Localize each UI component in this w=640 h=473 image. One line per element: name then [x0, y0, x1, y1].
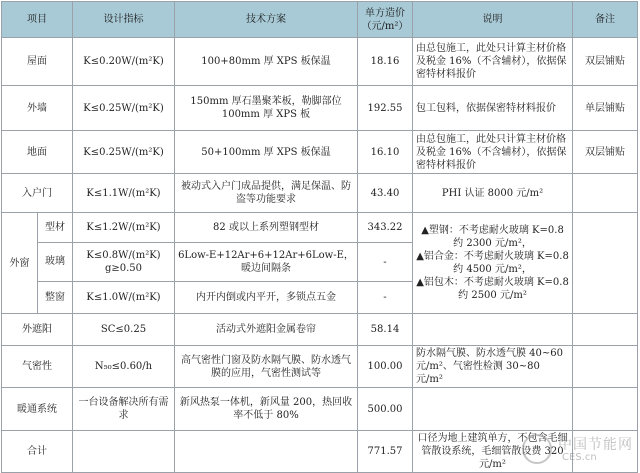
hvac-scheme: 新风热泵一体机，新风量 200，热回收率不低于 80% [175, 388, 358, 431]
header-technical-scheme: 技术方案 [175, 2, 358, 38]
floor-scheme: 50+100mm 厚 XPS 板保温 [175, 131, 358, 174]
airtight-index: N₅₀≤0.60/h [73, 346, 175, 388]
hvac-desc [413, 388, 573, 431]
hvac-cost: 500.00 [358, 388, 413, 431]
total-scheme [175, 431, 358, 473]
window-glass-scheme: 6Low-E+12Ar+6+12Ar+6Low-E，暖边间隔条 [175, 243, 358, 282]
window-frame-cost: 343.22 [358, 213, 413, 243]
wall-item: 外墙 [2, 86, 73, 131]
cost-table [1, 1, 638, 473]
airtight-item: 气密性 [2, 346, 73, 388]
shading-scheme: 活动式外遮阳金属卷帘 [175, 314, 358, 346]
window-whole-index: K≤1.0W/(m²K) [73, 282, 175, 314]
airtight-cost: 100.00 [358, 346, 413, 388]
window-whole-scheme: 内开内倒或内平开，多锁点五金 [175, 282, 358, 314]
shading-cost: 58.14 [358, 314, 413, 346]
floor-index: K≤0.25W/(m²K) [73, 131, 175, 174]
window-glass-label: 玻璃 [38, 243, 73, 282]
table-row-airtight [2, 346, 638, 388]
wall-desc: 包工包料，依据保密特材料报价 [413, 86, 573, 131]
floor-desc: 由总包施工，此处只计算主材价格及税金 16%（不含辅材），依据保密特材料报价 [413, 131, 573, 174]
roof-desc: 由总包施工，此处只计算主材价格及税金 16%（不含辅材），依据保密特材料报价 [413, 38, 573, 86]
floor-item: 地面 [2, 131, 73, 174]
table-row-floor [2, 131, 638, 174]
shading-desc [413, 314, 573, 346]
entry-door-cost: 43.40 [358, 174, 413, 213]
window-glass-index: K≤0.8W/(m²K) g≥0.50 [73, 243, 175, 282]
entry-door-index: K≤1.1W/(m²K) [73, 174, 175, 213]
roof-item: 屋面 [2, 38, 73, 86]
header-unit-cost: 单方造价 （元/m²） [358, 2, 413, 38]
entry-door-scheme: 被动式入户门成品提供，满足保温、防盗等功能要求 [175, 174, 358, 213]
entry-door-desc: PHI 认证 8000 元/m² [413, 174, 573, 213]
header-item: 项目 [2, 2, 73, 38]
header-row [2, 2, 638, 38]
airtight-scheme: 高气密性门窗及防水隔气膜、防水透气膜的应用，气密性测试等 [175, 346, 358, 388]
window-frame-label: 型材 [38, 213, 73, 243]
roof-scheme: 100+80mm 厚 XPS 板保温 [175, 38, 358, 86]
window-desc: ▲塑钢：不考虑耐火玻璃 K=0.8 约 2300 元/m²， ▲铝合金：不考虑耐火玻璃 K=0.8 约 4500 元/m²， ▲铝包木：不考虑耐火玻璃 K=0.8 约 2500 元/m² [413, 213, 573, 314]
airtight-desc: 防水隔气膜、防水透气膜 40~60 元/m²、气密性检测 30~80 元/m² [413, 346, 573, 388]
floor-cost: 16.10 [358, 131, 413, 174]
shading-item: 外遮阳 [2, 314, 73, 346]
total-item: 合计 [2, 431, 73, 473]
shading-remark [573, 314, 638, 346]
entry-door-item: 入户门 [2, 174, 73, 213]
table-row-roof [2, 38, 638, 86]
total-desc: 口径为地上建筑单方，不包含毛细管散设系统，毛细管散设费 320 元/m² [413, 431, 573, 473]
watermark-domain: CES.cn [562, 452, 597, 463]
total-cost: 771.57 [358, 431, 413, 473]
window-glass-cost: - [358, 243, 413, 282]
table-row-hvac [2, 388, 638, 431]
wall-scheme: 150mm 厚石墨聚苯板，勒脚部位 100mm 厚 XPS 板 [175, 86, 358, 131]
window-whole-cost: - [358, 282, 413, 314]
table-row-wall [2, 86, 638, 131]
hvac-remark [573, 388, 638, 431]
total-index [73, 431, 175, 473]
wall-cost: 192.55 [358, 86, 413, 131]
window-whole-label: 整窗 [38, 282, 73, 314]
hvac-item: 暖通系统 [2, 388, 73, 431]
window-item: 外窗 [2, 213, 38, 314]
table-row-entry-door [2, 174, 638, 213]
watermark-title: 中国节能网 [558, 437, 633, 453]
header-remarks: 备注 [573, 2, 638, 38]
window-remark [573, 213, 638, 314]
wall-remark: 单层铺贴 [573, 86, 638, 131]
window-frame-scheme: 82 或以上系列塑钢型材 [175, 213, 358, 243]
table-row-window-frame [2, 213, 638, 243]
table-row-shading [2, 314, 638, 346]
header-design-index: 设计指标 [73, 2, 175, 38]
shading-index: SC≤0.25 [73, 314, 175, 346]
header-description: 说明 [413, 2, 573, 38]
roof-remark: 双层铺贴 [573, 38, 638, 86]
hvac-index: 一台设备解决所有需求 [73, 388, 175, 431]
floor-remark: 双层铺贴 [573, 131, 638, 174]
watermark-logo-icon [522, 434, 552, 464]
airtight-remark [573, 346, 638, 388]
wall-index: K≤0.25W/(m²K) [73, 86, 175, 131]
roof-cost: 18.16 [358, 38, 413, 86]
roof-index: K≤0.20W/(m²K) [73, 38, 175, 86]
site-watermark [518, 432, 636, 466]
entry-door-remark [573, 174, 638, 213]
window-frame-index: K≤1.2W/(m²K) [73, 213, 175, 243]
